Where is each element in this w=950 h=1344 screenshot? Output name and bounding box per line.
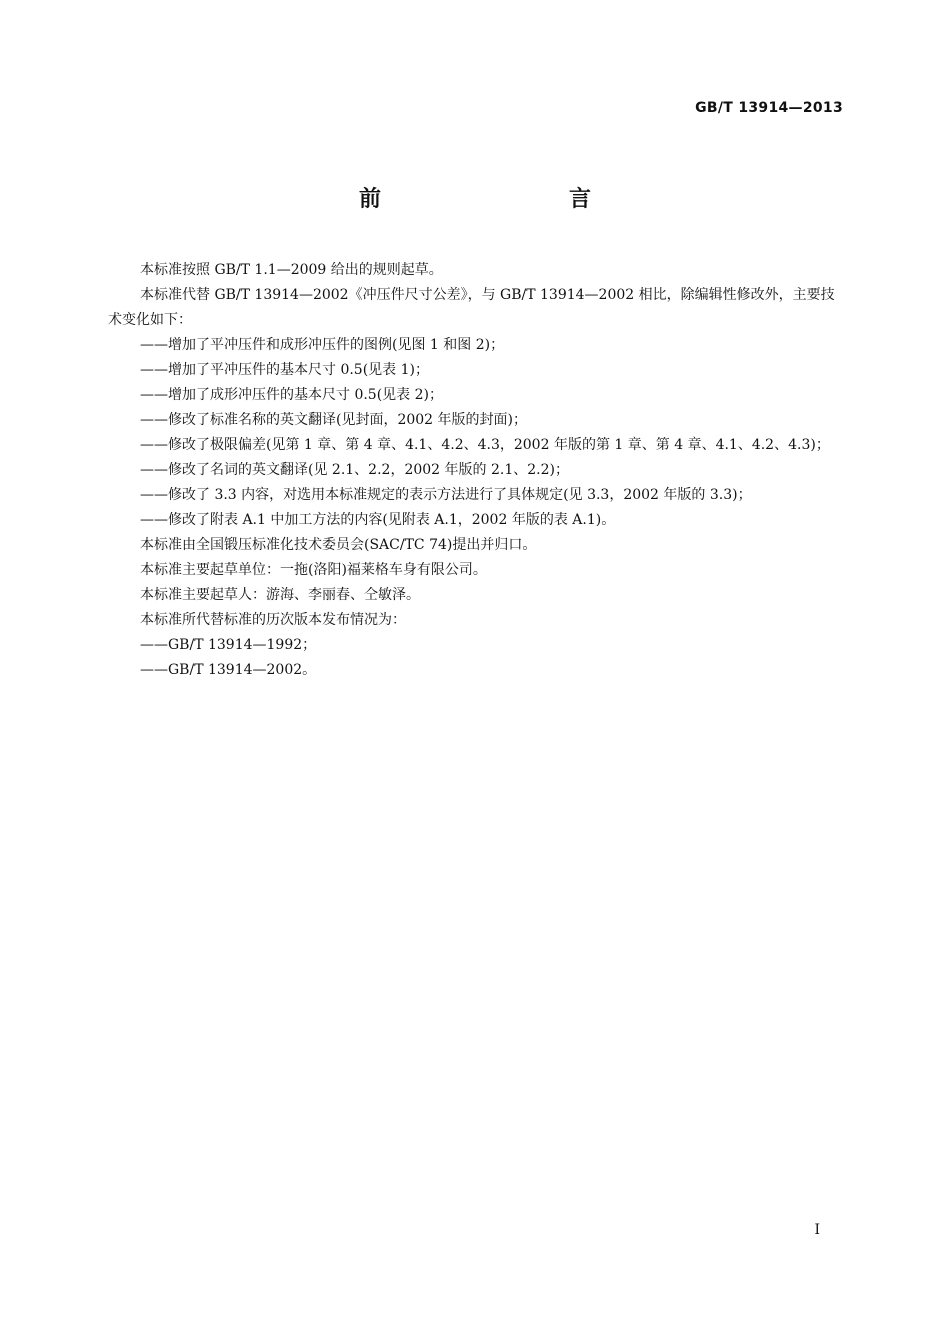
paragraph-drafting-rules: 本标准按照 GB/T 1.1—2009 给出的规则起草。 — [140, 262, 443, 278]
history-item: ——GB/T 13914—1992； — [140, 637, 317, 653]
paragraph-drafting-unit: 本标准主要起草单位：一拖(洛阳)福莱格车身有限公司。 — [140, 562, 487, 578]
change-item: ——修改了名词的英文翻译(见 2.1、2.2，2002 年版的 2.1、2.2)； — [140, 462, 569, 478]
page-title: 前 言 — [358, 187, 639, 212]
change-item: ——增加了平冲压件的基本尺寸 0.5(见表 1)； — [140, 362, 429, 378]
page-number: I — [814, 1222, 820, 1238]
paragraph-replacement: 本标准代替 GB/T 13914—2002《冲压件尺寸公差》，与 GB/T 13914—2002 相比，除编辑性修改外，主要技术变化如下： — [108, 287, 835, 328]
change-item: ——修改了 3.3 内容，对选用本标准规定的表示方法进行了具体规定(见 3.3，2002 年版的 3.3)； — [140, 487, 752, 503]
change-item: ——修改了极限偏差(见第 1 章、第 4 章、4.1、4.2、4.3，2002 年版的第 1 章、第 4 章、4.1、4.2、4.3)； — [140, 437, 830, 453]
foreword-body — [108, 258, 843, 683]
change-item: ——修改了附表 A.1 中加工方法的内容(见附表 A.1，2002 年版的表 A.1)。 — [140, 512, 616, 528]
paragraph-committee: 本标准由全国锻压标准化技术委员会(SAC/TC 74)提出并归口。 — [140, 537, 537, 553]
change-item: ——修改了标准名称的英文翻译(见封面，2002 年版的封面)； — [140, 412, 528, 428]
standard-code: GB/T 13914—2013 — [695, 100, 843, 116]
paragraph-history-intro: 本标准所代替标准的历次版本发布情况为： — [140, 612, 406, 628]
change-item: ——增加了成形冲压件的基本尺寸 0.5(见表 2)； — [140, 387, 443, 403]
history-item: ——GB/T 13914—2002。 — [140, 662, 317, 678]
change-item: ——增加了平冲压件和成形冲压件的图例(见图 1 和图 2)； — [140, 337, 505, 353]
paragraph-drafters: 本标准主要起草人：游海、李丽春、仝敏泽。 — [140, 587, 420, 603]
